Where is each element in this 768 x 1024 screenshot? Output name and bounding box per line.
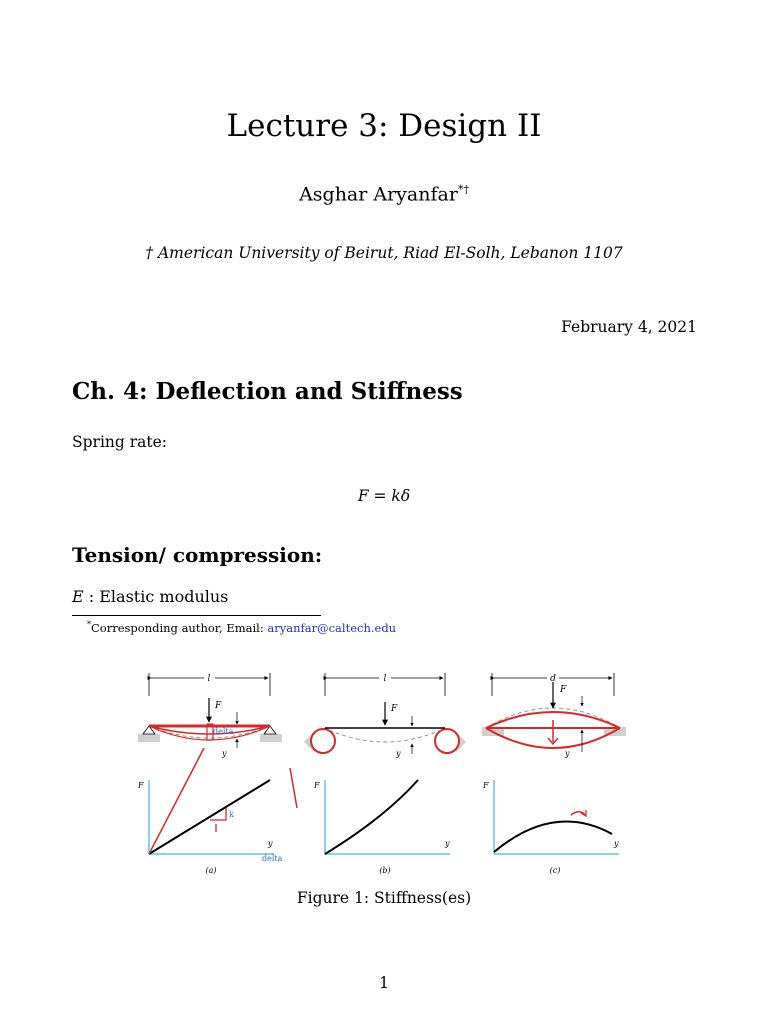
author-line (0, 183, 768, 205)
panel-b-force-deflection-plot (313, 780, 450, 875)
panel-a-force-deflection-plot (137, 748, 283, 875)
plot-y-label-b: y (445, 839, 450, 848)
deflection-label-a: y (222, 749, 227, 758)
stiffness-line-a (149, 780, 270, 854)
footnote-text: Corresponding author, Email: (91, 620, 268, 635)
delta-annotation-a: delta (213, 727, 234, 736)
span-label-b: l (383, 674, 387, 684)
panel-b-beam-diagram (304, 673, 466, 758)
plot-y-label-a: y (268, 839, 273, 848)
page-title: Lecture 3: Design II (226, 108, 542, 144)
panel-label-c: (c) (549, 866, 561, 875)
panel-c-beam-diagram (482, 673, 626, 758)
footnote-rule (72, 615, 321, 616)
force-label-a: F (215, 701, 222, 711)
footnote (87, 620, 396, 635)
stiffness-curve-b (325, 780, 418, 854)
panel-label-b: (b) (379, 866, 391, 875)
force-label-b: F (391, 704, 398, 714)
spring-rate-label: Spring rate: (72, 433, 168, 451)
k-annotation: k (229, 810, 234, 819)
elastic-text: : Elastic modulus (83, 587, 229, 606)
subsection-heading: Tension/ compression: (72, 543, 323, 567)
date: February 4, 2021 (561, 318, 697, 336)
author-name: Asghar Aryanfar (299, 183, 458, 206)
plot-delta-label-a: delta (262, 854, 283, 863)
span-label-c: d (550, 674, 556, 684)
red-stroke-mark (290, 768, 297, 808)
footnote-mark: * (87, 620, 91, 629)
elastic-modulus-line (72, 587, 228, 606)
spring-rate-equation: F = kδ (357, 487, 411, 505)
plot-f-label-c: F (483, 781, 489, 790)
panel-label-a: (a) (205, 866, 217, 875)
figure-caption: Figure 1: Stiffness(es) (296, 889, 472, 907)
stiffness-curve-c (494, 822, 612, 852)
affiliation: † American University of Beirut, Riad El-Solh, Lebanon 1107 (145, 244, 623, 262)
stiffness-figure (134, 668, 634, 880)
force-label-c: F (560, 685, 567, 695)
email-link[interactable]: aryanfar@caltech.edu (267, 620, 397, 635)
span-label-a: l (207, 674, 211, 684)
deflection-label-b: y (396, 749, 401, 758)
elastic-symbol: E (72, 587, 84, 606)
plot-y-label-c: y (614, 839, 619, 848)
plot-f-label-a: F (138, 781, 144, 790)
panel-a-beam-diagram (138, 673, 282, 758)
author-marks: *† (457, 183, 469, 196)
deflection-label-c: y (565, 749, 570, 758)
page-number: 1 (379, 974, 389, 992)
panel-c-force-deflection-plot (482, 780, 619, 875)
section-heading: Ch. 4: Deflection and Stiffness (72, 378, 463, 405)
plot-f-label-b: F (314, 781, 320, 790)
